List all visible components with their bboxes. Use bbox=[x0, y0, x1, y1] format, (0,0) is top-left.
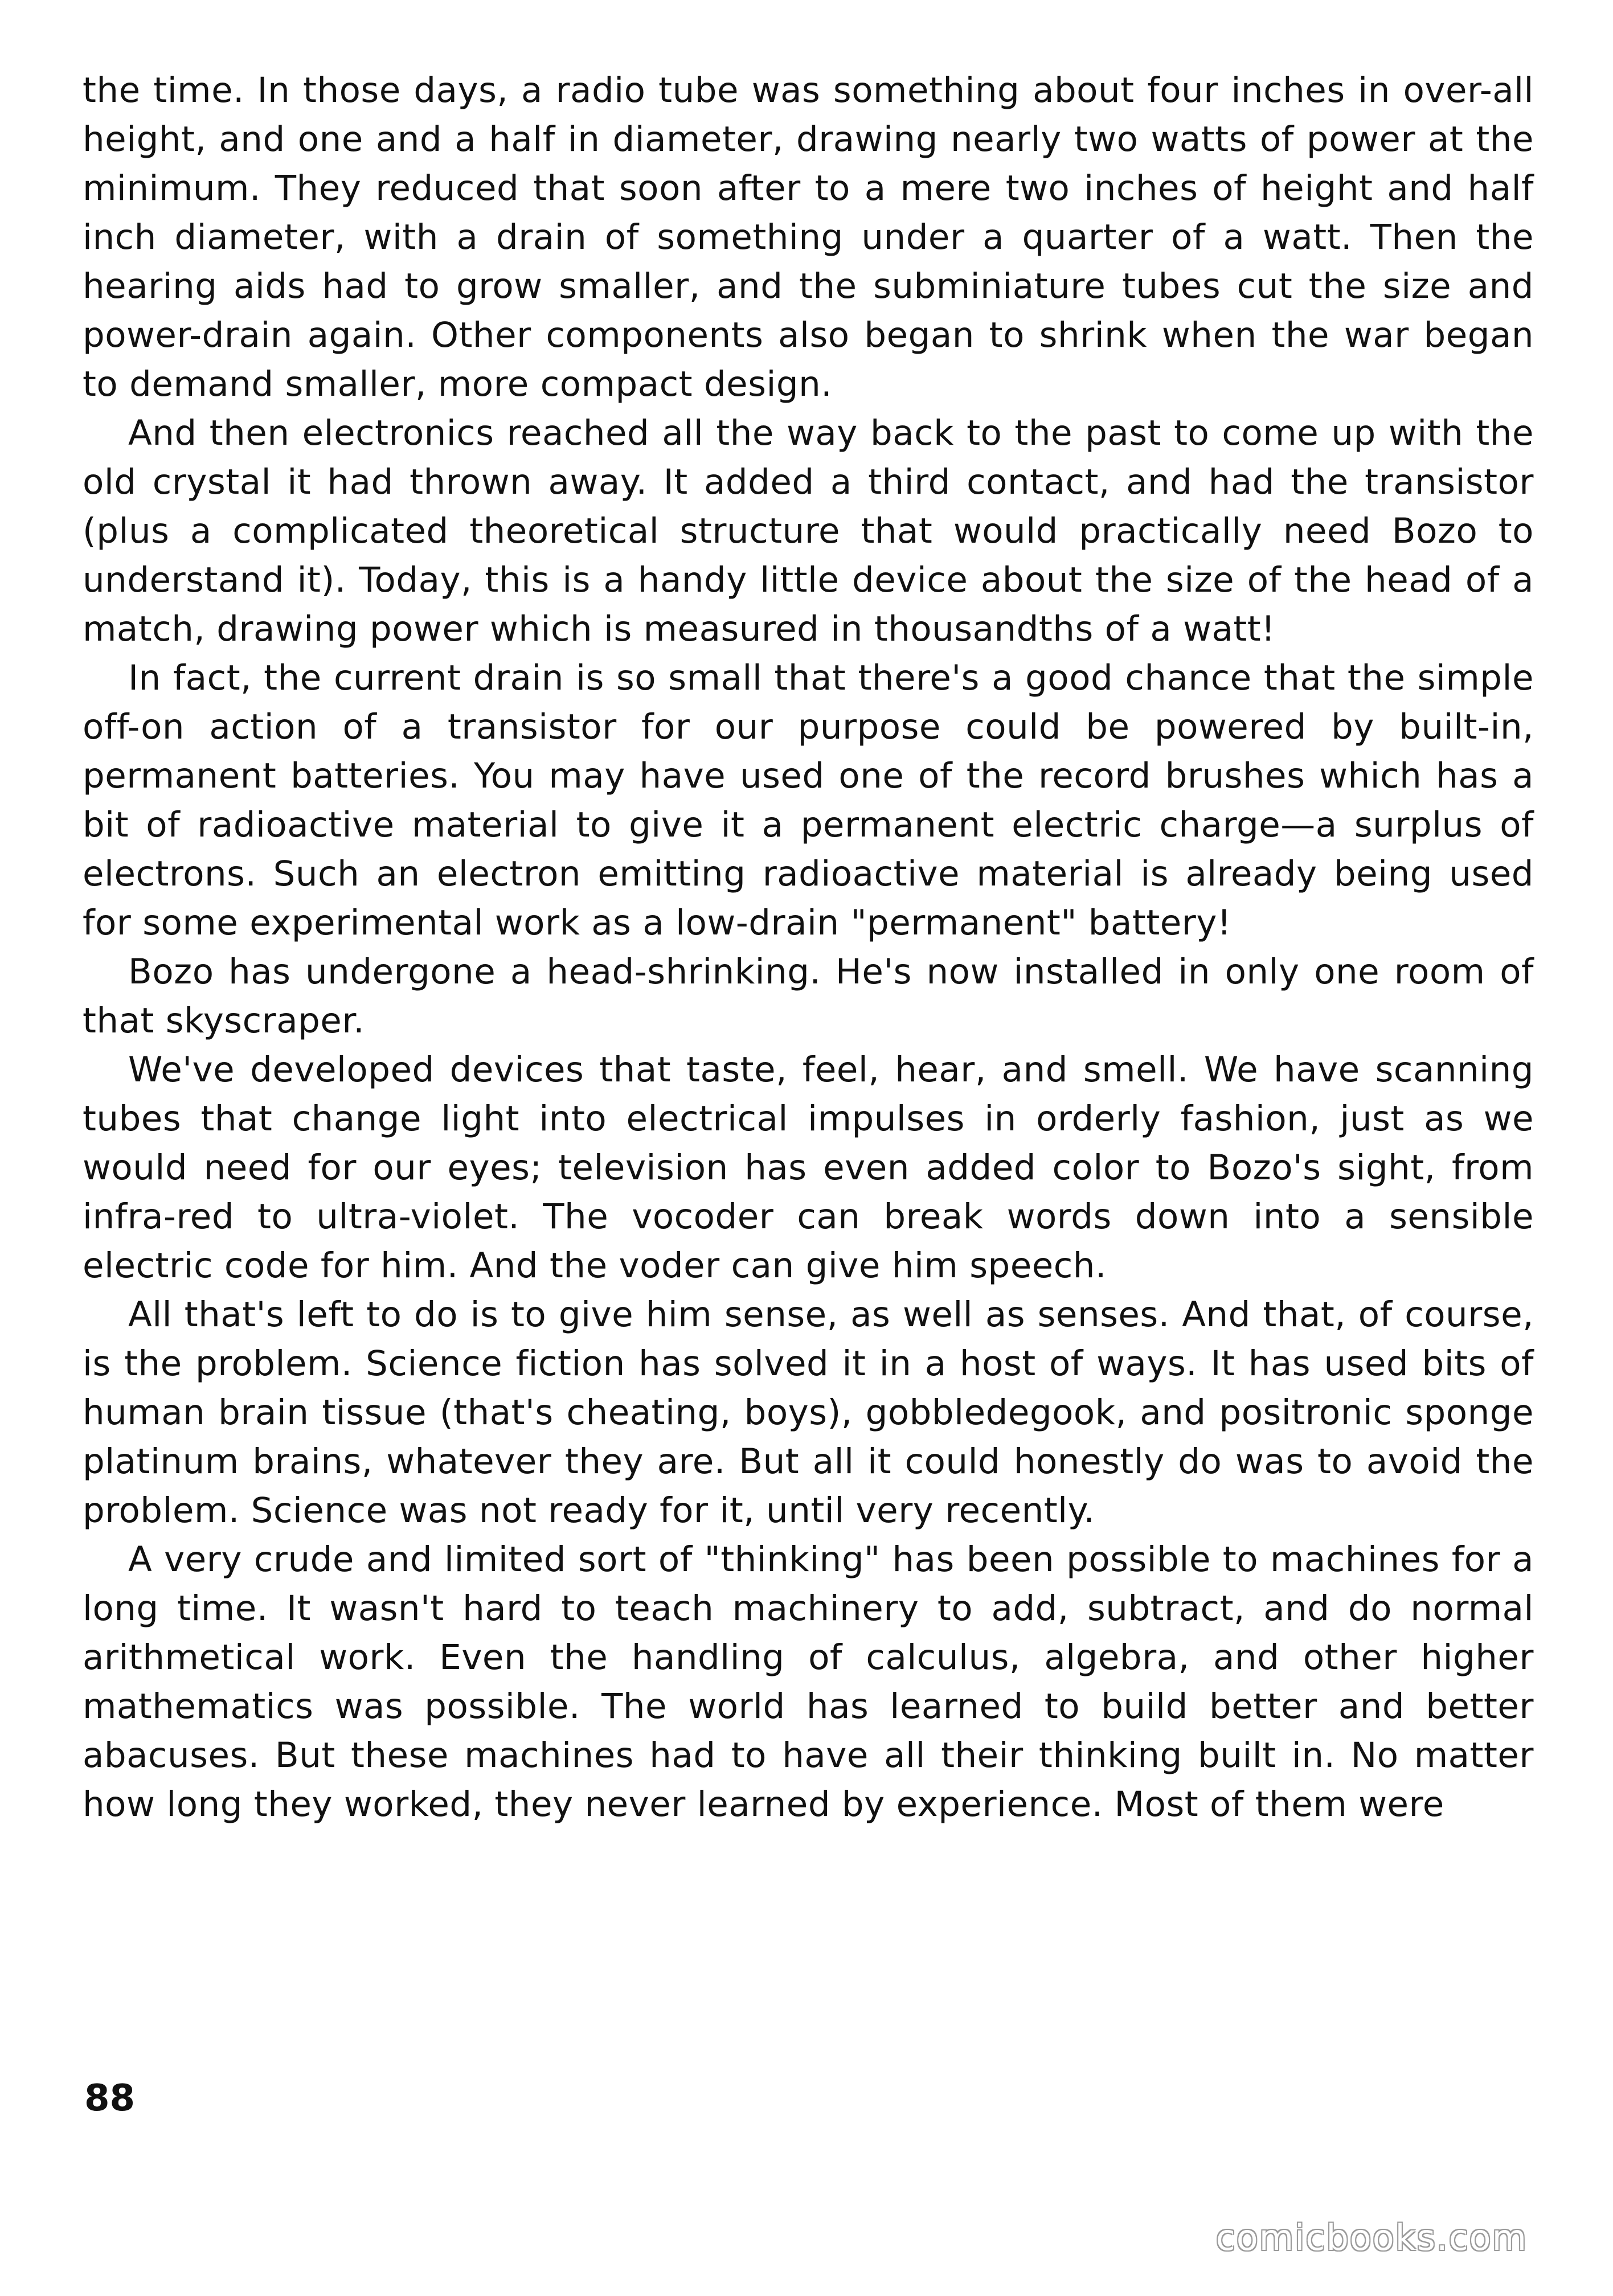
paragraph-transistor: And then electronics reached all the way back to the past to come up with the old crystal it had thrown away. It added a third contact, and had the transistor (plus a complicated theoretical structure that would practically need Bozo to understand it). Today, this is a handy little device about the size of the head of a match, drawing power which is measured in thousandths of a watt! bbox=[83, 413, 1534, 649]
paragraph-senses: We've developed devices that taste, feel, hear, and smell. We have scanning tubes that change light into electrical impulses in orderly fashion, just as we would need for our eyes; television has even added color to Bozo's sight, from infra-red to ultra-violet. The vocoder can break words down into a sensible electric code for him. And the voder can give him speech. bbox=[83, 1049, 1534, 1286]
paragraph-thinking-machines: A very crude and limited sort of "thinking" has been possible to machines for a long time. It wasn't hard to teach machinery to add, subtract, and do normal arithmetical work. Even the handling of calculus, algebra, and other higher mathematics was possible. The world has learned to build better and better abacuses. But these machines had to have all their thinking built in. No matter how long they worked, they never learned by experience. Most of them were bbox=[83, 1539, 1534, 1824]
site-watermark: comicbooks.com bbox=[1215, 2217, 1528, 2258]
paragraph-continuation: the time. In those days, a radio tube was something about four inches in over-all height, and one and a half in diameter, drawing nearly two watts of power at the minimum. They reduced that soon after to a mere two inches of height and half inch diameter, with a drain of something under a quarter of a watt. Then the hearing aids had to grow smaller, and the subminiature tubes cut the size and power-drain again. Other components also began to shrink when the war began to demand smaller, more compact design. bbox=[83, 70, 1534, 404]
paragraph-sense-problem: All that's left to do is to give him sense, as well as senses. And that, of course, is the problem. Science fiction has solved it in a host of ways. It has used bits of human brain tissue (that's cheating, boys), gobbledegook, and positronic sponge platinum brains, whatever they are. But all it could honestly do was to avoid the problem. Science was not ready for it, until very recently. bbox=[83, 1294, 1534, 1531]
paragraph-current-drain: In fact, the current drain is so small that there's a good chance that the simple off-on action of a transistor for our purpose could be powered by built-in, permanent batteries. You may have used one of the record brushes which has a bit of radioactive material to give it a permanent electric charge—a surplus of electrons. Such an electron emitting radioactive material is already being used for some experimental work as a low-drain "permanent" battery! bbox=[83, 658, 1534, 943]
paragraph-head-shrinking: Bozo has undergone a head-shrinking. He's now installed in only one room of that skyscraper. bbox=[83, 952, 1534, 1041]
page-number: 88 bbox=[84, 2077, 136, 2119]
page-body bbox=[83, 66, 1534, 1829]
